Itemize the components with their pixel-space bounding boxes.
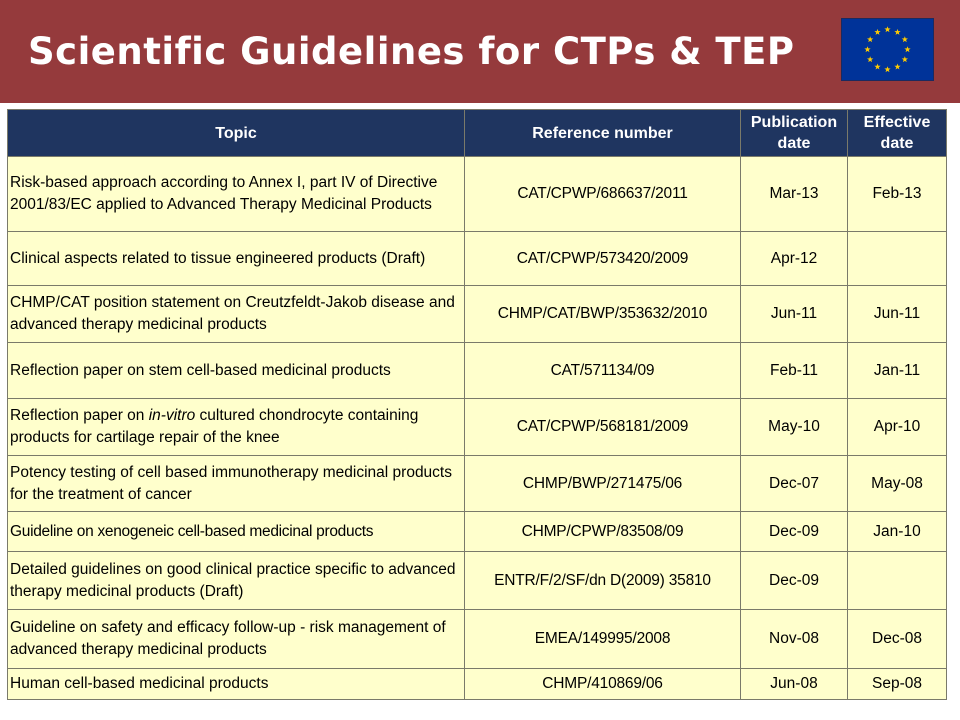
flag-star-icon [864, 46, 870, 52]
table-row [8, 232, 947, 286]
cell-effective-date: Jan-11 [848, 343, 947, 399]
eu-flag-icon [841, 18, 934, 81]
table-row [8, 399, 947, 456]
topic-text: Reflection paper on stem cell-based medicinal products [10, 361, 391, 379]
flag-star-icon [867, 36, 873, 42]
cell-publication-date: May-10 [741, 399, 848, 456]
cell-topic [8, 343, 465, 399]
cell-publication-date: Dec-09 [741, 552, 848, 610]
header-reference-number: Reference number [465, 110, 741, 157]
flag-star-icon [874, 29, 880, 35]
cell-reference-number: EMEA/149995/2008 [465, 610, 741, 669]
topic-text: cultured chondrocyte containing products for cartilage repair of the knee [10, 407, 419, 446]
cell-reference-number: CHMP/410869/06 [465, 669, 741, 700]
cell-topic [8, 669, 465, 700]
flag-star-icon [894, 29, 900, 35]
topic-text: Human cell-based medicinal products [10, 675, 269, 692]
cell-reference-number: CAT/571134/09 [465, 343, 741, 399]
topic-text: Clinical aspects related to tissue engineered products (Draft) [10, 249, 426, 267]
cell-effective-date: Feb-13 [848, 157, 947, 232]
table-row [8, 286, 947, 343]
cell-effective-date: Jun-11 [848, 286, 947, 343]
cell-publication-date: Mar-13 [741, 157, 848, 232]
cell-reference-number: ENTR/F/2/SF/dn D(2009) 35810 [465, 552, 741, 610]
flag-star-icon [884, 66, 890, 72]
cell-reference-number: CAT/CPWP/573420/2009 [465, 232, 741, 286]
flag-star-icon [867, 56, 873, 62]
cell-reference-number: CAT/CPWP/686637/2011 [465, 157, 741, 232]
cell-publication-date: Jun-11 [741, 286, 848, 343]
cell-reference-number: CHMP/CPWP/83508/09 [465, 512, 741, 552]
slide-title: Scientific Guidelines for CTPs & TEP [28, 30, 795, 73]
cell-effective-date: Dec-08 [848, 610, 947, 669]
flag-star-icon [874, 64, 880, 70]
cell-publication-date: Nov-08 [741, 610, 848, 669]
topic-text: Reflection paper on [10, 407, 149, 424]
cell-reference-number: CAT/CPWP/568181/2009 [465, 399, 741, 456]
topic-text: in-vitro [148, 407, 196, 424]
header-topic: Topic [8, 110, 465, 157]
flag-star-icon [894, 64, 900, 70]
cell-effective-date [848, 552, 947, 610]
cell-effective-date: Jan-10 [848, 512, 947, 552]
topic-text: Detailed guidelines on good clinical practice specific to advanced therapy medicinal products (Draft) [10, 560, 456, 600]
table-row [8, 157, 947, 232]
cell-topic [8, 610, 465, 669]
cell-effective-date: May-08 [848, 456, 947, 512]
header-effective-date: Effective date [848, 110, 947, 157]
table-row [8, 610, 947, 669]
header-publication-date: Publication date [741, 110, 848, 157]
cell-topic [8, 552, 465, 610]
topic-text: CHMP/CAT position statement on Creutzfeldt-Jakob disease and advanced therapy medicinal products [10, 294, 455, 333]
cell-topic [8, 456, 465, 512]
cell-topic [8, 232, 465, 286]
cell-publication-date: Feb-11 [741, 343, 848, 399]
flag-star-icon [884, 26, 890, 32]
topic-text: Guideline on safety and efficacy follow-up - risk management of advanced therapy medicinal products [10, 619, 446, 658]
cell-effective-date [848, 232, 947, 286]
cell-publication-date: Jun-08 [741, 669, 848, 700]
table-body [8, 157, 947, 700]
cell-publication-date: Apr-12 [741, 232, 848, 286]
table-row [8, 669, 947, 700]
flag-star-icon [904, 46, 910, 52]
cell-topic [8, 286, 465, 343]
table-row [8, 343, 947, 399]
topic-text: Potency testing of cell based immunotherapy medicinal products for the treatment of cancer [10, 463, 452, 503]
cell-effective-date: Apr-10 [848, 399, 947, 456]
cell-publication-date: Dec-09 [741, 512, 848, 552]
cell-topic [8, 512, 465, 552]
table-row [8, 456, 947, 512]
cell-publication-date: Dec-07 [741, 456, 848, 512]
slide-header [0, 0, 960, 103]
cell-effective-date: Sep-08 [848, 669, 947, 700]
eu-flag-stars [842, 19, 933, 80]
cell-topic [8, 399, 465, 456]
cell-reference-number: CHMP/BWP/271475/06 [465, 456, 741, 512]
cell-reference-number: CHMP/CAT/BWP/353632/2010 [465, 286, 741, 343]
cell-topic [8, 157, 465, 232]
guidelines-table [7, 109, 947, 700]
table-row [8, 512, 947, 552]
flag-star-icon [902, 36, 908, 42]
topic-text: Guideline on xenogeneic cell-based medicinal products [10, 522, 374, 540]
topic-text: Risk-based approach according to Annex I, part IV of Directive 2001/83/EC applied to Advanced Therapy Medicinal Products [10, 174, 438, 213]
flag-star-icon [902, 56, 908, 62]
table-header-row [8, 110, 947, 157]
table-row [8, 552, 947, 610]
